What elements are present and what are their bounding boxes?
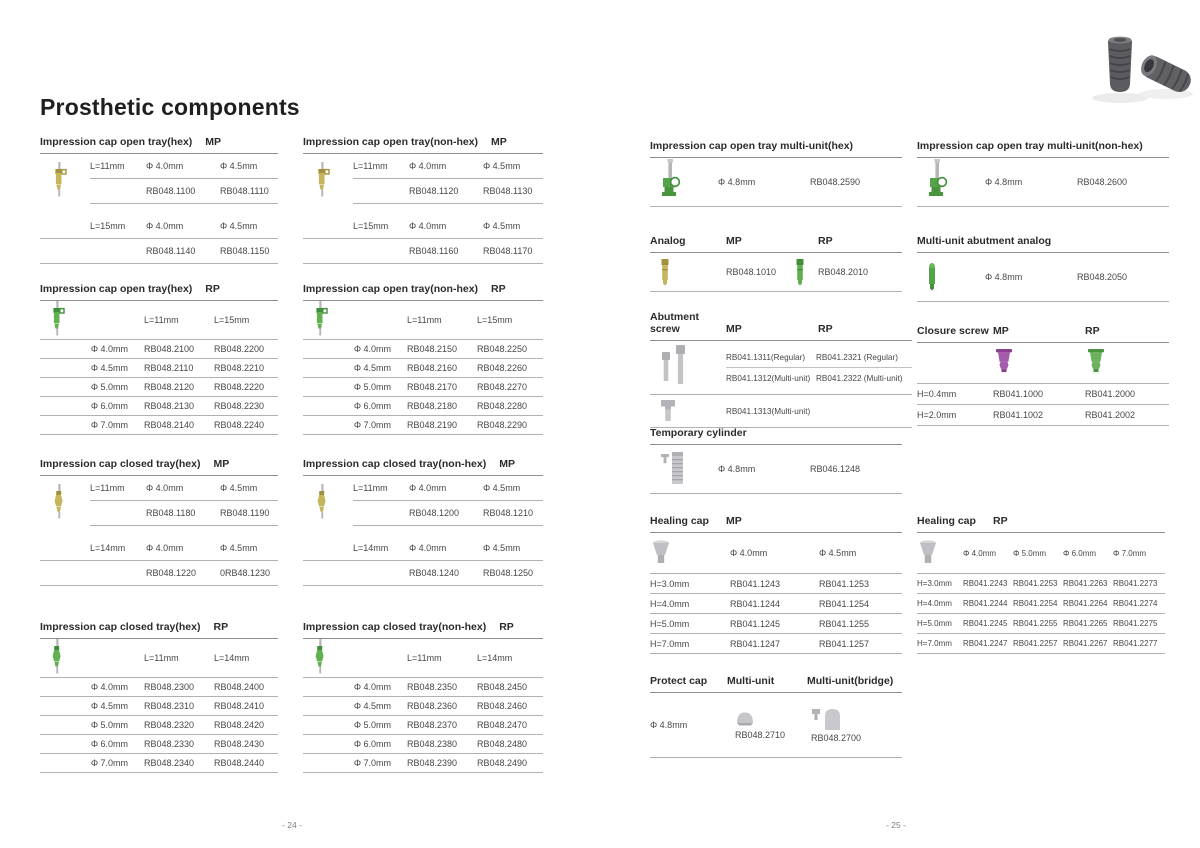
impression-cap-closed-tray-nonhex-mp bbox=[303, 455, 543, 586]
divider bbox=[40, 263, 278, 264]
part-number: RB041.1243 bbox=[730, 578, 781, 589]
spec-label: Φ 4.5mm bbox=[353, 363, 391, 373]
impression-cap-open-tray-hex-mp bbox=[40, 133, 278, 264]
part-number: RB041.2321 (Regular) bbox=[816, 352, 898, 362]
part-number: RB041.2274 bbox=[1113, 599, 1158, 608]
part-number: RB048.1170 bbox=[483, 246, 533, 256]
spec-label: Φ 4.0mm bbox=[409, 483, 447, 493]
abutment-screws-gray-icon bbox=[660, 345, 689, 390]
spec-label: L=14mm bbox=[353, 543, 389, 553]
divider bbox=[303, 434, 543, 435]
column-header: Multi-unit(bridge) bbox=[807, 675, 894, 687]
spec-label: Φ 4.5mm bbox=[220, 543, 258, 553]
section-title: Impression cap open tray(hex) bbox=[40, 283, 193, 295]
part-number: RB048.2440 bbox=[214, 758, 265, 768]
section-title: Impression cap closed tray(non-hex) bbox=[303, 621, 487, 633]
column-header: L=11mm bbox=[144, 315, 179, 325]
spec-label: Φ 6.0mm bbox=[90, 739, 128, 749]
part-number: RB048.2410 bbox=[214, 701, 265, 711]
part-number: RB041.1311(Regular) bbox=[726, 352, 806, 362]
spec-label: Φ 4.5mm bbox=[483, 543, 521, 553]
analog bbox=[650, 232, 902, 292]
part-number: RB048.2310 bbox=[144, 701, 195, 711]
healing-cap-rp bbox=[917, 512, 1165, 654]
section-title: Impression cap open tray(non-hex) bbox=[303, 283, 479, 295]
part-number: RB048.2050 bbox=[1077, 272, 1128, 282]
part-number: RB041.1312(Multi-unit) bbox=[726, 373, 811, 383]
section-title: Healing cap bbox=[917, 515, 976, 527]
impression-cap-closed-tray-hex-mp bbox=[40, 455, 278, 586]
analog-gold-icon bbox=[660, 259, 670, 286]
spec-label: H=2.0mm bbox=[917, 410, 957, 420]
part-number: RB048.2480 bbox=[477, 739, 528, 749]
page-number-right: - 25 - bbox=[886, 820, 906, 830]
page-title: Prosthetic components bbox=[40, 94, 300, 120]
spec-label: H=4.0mm bbox=[917, 599, 952, 608]
spec-label: H=3.0mm bbox=[650, 578, 690, 589]
spec-label: Φ 7.0mm bbox=[90, 758, 128, 768]
impression-cap-open-tray-nonhex-rp bbox=[303, 280, 543, 435]
spec-label: Φ 4.8mm bbox=[650, 720, 688, 730]
spec-label: L=15mm bbox=[353, 221, 389, 231]
part-number: RB048.2330 bbox=[144, 739, 195, 749]
column-header: RP bbox=[818, 235, 833, 247]
spec-label: Φ 4.0mm bbox=[90, 344, 128, 354]
divider bbox=[303, 585, 543, 586]
part-number: RB041.2254 bbox=[1013, 599, 1058, 608]
part-number: RB048.2100 bbox=[144, 344, 195, 354]
part-number: RB046.1248 bbox=[810, 464, 861, 474]
section-tag: MP bbox=[213, 458, 230, 470]
part-number: RB048.1250 bbox=[483, 568, 534, 578]
implant-screws-photo bbox=[1080, 28, 1198, 115]
section-title: Abutment screw bbox=[650, 310, 699, 335]
part-number: RB041.1255 bbox=[819, 618, 870, 629]
spec-label: Φ 4.8mm bbox=[985, 272, 1023, 282]
protect-cap-bridge-gray-icon bbox=[811, 708, 842, 730]
part-number: RB041.1253 bbox=[819, 578, 870, 589]
part-number: RB048.2130 bbox=[144, 401, 195, 411]
column-header: RP bbox=[993, 515, 1008, 527]
section-tag: RP bbox=[213, 621, 229, 633]
impression-cap-open-tray-multi-unit-hex bbox=[650, 137, 902, 207]
part-number: RB048.2260 bbox=[477, 363, 528, 373]
spec-label: Φ 4.0mm bbox=[146, 221, 184, 231]
divider bbox=[40, 585, 278, 586]
spec-label: Φ 4.0mm bbox=[353, 344, 391, 354]
part-number: RB048.1010 bbox=[726, 267, 777, 277]
impression-cap-open-tray-multi-unit-nonhex bbox=[917, 137, 1169, 207]
part-number: RB048.2160 bbox=[407, 363, 458, 373]
protect-cap-gray-icon bbox=[735, 711, 755, 727]
part-number: RB048.2210 bbox=[214, 363, 265, 373]
column-header: L=14mm bbox=[477, 653, 513, 663]
column-header: L=15mm bbox=[477, 315, 513, 325]
part-number: RB048.2340 bbox=[144, 758, 195, 768]
section-title: Closure screw bbox=[917, 325, 989, 337]
section-title: Impression cap closed tray(hex) bbox=[40, 458, 201, 470]
healing-cap-gray-icon bbox=[652, 540, 670, 566]
part-number: RB041.1245 bbox=[730, 618, 781, 629]
column-header: L=11mm bbox=[144, 653, 179, 663]
section-tag: RP bbox=[205, 283, 220, 295]
section-title: Impression cap closed tray(hex) bbox=[40, 621, 201, 633]
divider bbox=[40, 434, 278, 435]
part-number: RB048.2380 bbox=[407, 739, 458, 749]
spec-label: H=7.0mm bbox=[650, 638, 690, 649]
section-title: Impression cap open tray multi-unit(hex) bbox=[650, 140, 854, 152]
part-number: RB048.2280 bbox=[477, 401, 528, 411]
spec-label: Φ 4.5mm bbox=[483, 161, 521, 171]
part-number: RB048.1100 bbox=[146, 186, 196, 196]
multiunit-screw-gray-icon bbox=[660, 400, 676, 422]
spec-label: Φ 7.0mm bbox=[353, 420, 391, 430]
spec-label: H=7.0mm bbox=[917, 639, 952, 648]
spec-label: Φ 5.0mm bbox=[353, 382, 391, 392]
part-number: RB048.2180 bbox=[407, 401, 458, 411]
part-number: RB041.2243 bbox=[963, 579, 1008, 588]
part-number: RB041.2322 (Multi-unit) bbox=[816, 373, 903, 383]
part-number: 0RB48.1230 bbox=[220, 568, 271, 578]
part-number: RB048.1160 bbox=[409, 246, 459, 256]
spec-label: Φ 5.0mm bbox=[90, 382, 128, 392]
divider bbox=[650, 653, 902, 654]
open-tray-gold-icon bbox=[52, 162, 67, 200]
column-header: Φ 4.5mm bbox=[819, 548, 857, 558]
spec-label: H=3.0mm bbox=[917, 579, 952, 588]
column-header: Φ 4.0mm bbox=[730, 548, 768, 558]
abutment-screw bbox=[650, 308, 912, 428]
spec-label: L=11mm bbox=[353, 161, 388, 171]
divider bbox=[40, 772, 278, 773]
multiunit-cap-green-icon bbox=[660, 159, 681, 206]
spec-label: H=5.0mm bbox=[917, 619, 952, 628]
part-number: RB041.1254 bbox=[819, 598, 870, 609]
part-number: RB048.2150 bbox=[407, 344, 458, 354]
column-header: L=15mm bbox=[214, 315, 250, 325]
part-number: RB048.1190 bbox=[220, 508, 270, 518]
part-number: RB048.2600 bbox=[1077, 177, 1128, 187]
part-number: RB048.2430 bbox=[214, 739, 265, 749]
spec-label: Φ 4.5mm bbox=[353, 701, 391, 711]
section-tag: MP bbox=[499, 458, 515, 470]
part-number: RB048.2240 bbox=[214, 420, 265, 430]
protect-cap bbox=[650, 672, 902, 758]
part-number: RB048.2490 bbox=[477, 758, 528, 768]
part-number: RB048.1200 bbox=[409, 508, 460, 518]
section-title: Temporary cylinder bbox=[650, 427, 747, 439]
spec-label: Φ 4.0mm bbox=[409, 543, 447, 553]
closed-tray-green-icon bbox=[50, 639, 65, 677]
column-header: RP bbox=[1085, 325, 1100, 337]
part-number: RB048.2290 bbox=[477, 420, 528, 430]
part-number: RB048.2170 bbox=[407, 382, 458, 392]
part-number: RB041.2275 bbox=[1113, 619, 1158, 628]
healing-cap-gray-icon bbox=[919, 540, 937, 566]
part-number: RB041.2244 bbox=[963, 599, 1008, 608]
part-number: RB048.2010 bbox=[818, 267, 869, 277]
part-number: RB048.2110 bbox=[144, 363, 194, 373]
divider bbox=[917, 301, 1169, 302]
divider bbox=[917, 653, 1165, 654]
part-number: RB048.1150 bbox=[220, 246, 270, 256]
part-number: RB041.1257 bbox=[819, 638, 870, 649]
open-tray-green-icon bbox=[50, 301, 65, 339]
healing-cap-mp bbox=[650, 512, 902, 654]
closed-tray-gold-icon bbox=[52, 484, 67, 522]
part-number: RB041.1313(Multi-unit) bbox=[726, 406, 811, 416]
part-number: RB048.2460 bbox=[477, 701, 528, 711]
section-title: Impression cap open tray multi-unit(non-hex) bbox=[917, 140, 1143, 152]
column-header: L=11mm bbox=[407, 653, 442, 663]
section-tag: MP bbox=[491, 136, 507, 148]
section-title: Multi-unit abutment analog bbox=[917, 235, 1052, 247]
part-number: RB041.2273 bbox=[1113, 579, 1158, 588]
column-header: Φ 4.0mm bbox=[963, 548, 997, 558]
part-number: RB041.2265 bbox=[1063, 619, 1108, 628]
impression-cap-open-tray-nonhex-mp bbox=[303, 133, 543, 264]
spec-label: Φ 4.0mm bbox=[146, 543, 184, 553]
part-number: RB048.2320 bbox=[144, 720, 195, 730]
part-number: RB048.2200 bbox=[214, 344, 265, 354]
divider bbox=[650, 291, 902, 292]
closed-tray-gold-icon bbox=[315, 484, 330, 522]
divider bbox=[917, 206, 1169, 207]
part-number: RB048.1110 bbox=[220, 186, 269, 196]
spec-label: Φ 4.5mm bbox=[90, 701, 128, 711]
open-tray-green-icon bbox=[313, 301, 328, 339]
column-header: Multi-unit bbox=[727, 675, 775, 687]
column-header: MP bbox=[726, 323, 742, 335]
closed-tray-green-icon bbox=[313, 639, 328, 677]
spec-label: Φ 4.0mm bbox=[409, 161, 447, 171]
section-title: Impression cap open tray(hex) bbox=[40, 136, 193, 148]
part-number: RB048.2120 bbox=[144, 382, 195, 392]
spec-label: L=15mm bbox=[90, 221, 126, 231]
section-title: Analog bbox=[650, 235, 686, 247]
part-number: RB041.1244 bbox=[730, 598, 781, 609]
part-number: RB041.2267 bbox=[1063, 639, 1108, 648]
spec-label: Φ 4.8mm bbox=[718, 177, 756, 187]
spec-label: Φ 4.0mm bbox=[146, 161, 184, 171]
column-header: MP bbox=[726, 515, 742, 527]
part-number: RB041.2000 bbox=[1085, 389, 1136, 399]
impression-cap-open-tray-hex-rp bbox=[40, 280, 278, 435]
spec-label: Φ 6.0mm bbox=[353, 739, 391, 749]
open-tray-gold-icon bbox=[315, 162, 330, 200]
spec-label: Φ 4.0mm bbox=[146, 483, 184, 493]
spec-label: Φ 4.5mm bbox=[90, 363, 128, 373]
spec-label: Φ 5.0mm bbox=[90, 720, 128, 730]
section-title: Impression cap closed tray(non-hex) bbox=[303, 458, 487, 470]
divider bbox=[650, 493, 902, 494]
impression-cap-closed-tray-nonhex-rp bbox=[303, 618, 543, 773]
impression-cap-closed-tray-hex-rp bbox=[40, 618, 278, 773]
spec-label: Φ 6.0mm bbox=[90, 401, 128, 411]
part-number: RB041.1000 bbox=[993, 389, 1044, 399]
section-title: Impression cap open tray(non-hex) bbox=[303, 136, 479, 148]
part-number: RB048.1210 bbox=[483, 508, 534, 518]
spec-label: Φ 4.5mm bbox=[220, 483, 258, 493]
part-number: RB048.2420 bbox=[214, 720, 265, 730]
spec-label: Φ 6.0mm bbox=[353, 401, 391, 411]
column-header: L=11mm bbox=[407, 315, 442, 325]
spec-label: Φ 4.8mm bbox=[718, 464, 756, 474]
column-header: RP bbox=[818, 323, 833, 335]
divider bbox=[303, 263, 543, 264]
multiunit-cap-green-icon bbox=[927, 159, 948, 206]
temporary-cylinder bbox=[650, 424, 902, 494]
spec-label: Φ 7.0mm bbox=[353, 758, 391, 768]
temporary-cylinder-gray-icon bbox=[660, 452, 686, 487]
spec-label: H=4.0mm bbox=[650, 598, 690, 609]
spec-label: Φ 4.5mm bbox=[483, 221, 521, 231]
part-number: RB048.2270 bbox=[477, 382, 528, 392]
part-number: RB041.1247 bbox=[730, 638, 781, 649]
spec-label: L=11mm bbox=[353, 483, 388, 493]
divider bbox=[650, 206, 902, 207]
spec-label: H=0.4mm bbox=[917, 389, 957, 399]
section-title: Healing cap bbox=[650, 515, 709, 527]
part-number: RB041.2247 bbox=[963, 639, 1008, 648]
spec-label: Φ 4.0mm bbox=[353, 682, 391, 692]
spec-label: Φ 7.0mm bbox=[90, 420, 128, 430]
spec-label: H=5.0mm bbox=[650, 618, 690, 629]
closure-green-icon bbox=[1087, 349, 1105, 377]
part-number: RB048.2370 bbox=[407, 720, 458, 730]
column-header: MP bbox=[993, 325, 1009, 337]
spec-label: Φ 4.5mm bbox=[220, 221, 258, 231]
spec-label: Φ 4.8mm bbox=[985, 177, 1023, 187]
spec-label: L=11mm bbox=[90, 161, 125, 171]
part-number: RB048.1140 bbox=[146, 246, 196, 256]
column-header: L=14mm bbox=[214, 653, 250, 663]
part-number: RB041.2277 bbox=[1113, 639, 1158, 648]
part-number: RB041.2264 bbox=[1063, 599, 1108, 608]
part-number: RB048.2360 bbox=[407, 701, 458, 711]
part-number: RB048.2250 bbox=[477, 344, 528, 354]
multiunit-analog-green-icon bbox=[927, 262, 937, 292]
part-number: RB048.2590 bbox=[810, 177, 861, 187]
part-number: RB048.1120 bbox=[409, 186, 459, 196]
closure-purple-icon bbox=[995, 349, 1013, 377]
section-tag: RP bbox=[491, 283, 506, 295]
section-title: Protect cap bbox=[650, 675, 708, 687]
part-number: RB048.2700 bbox=[811, 732, 862, 743]
spec-label: L=11mm bbox=[90, 483, 125, 493]
part-number: RB048.1240 bbox=[409, 568, 460, 578]
part-number: RB048.2710 bbox=[735, 729, 786, 740]
column-header: Φ 5.0mm bbox=[1013, 548, 1047, 558]
divider bbox=[303, 772, 543, 773]
part-number: RB048.1180 bbox=[146, 508, 196, 518]
section-tag: MP bbox=[205, 136, 222, 148]
spec-label: L=14mm bbox=[90, 543, 126, 553]
part-number: RB048.2140 bbox=[144, 420, 195, 430]
closure-screw bbox=[917, 322, 1169, 426]
spec-label: Φ 4.0mm bbox=[409, 221, 447, 231]
page-number-left: - 24 - bbox=[282, 820, 302, 830]
section-tag: RP bbox=[499, 621, 514, 633]
analog-green-icon bbox=[795, 259, 805, 286]
part-number: RB048.2230 bbox=[214, 401, 265, 411]
part-number: RB041.2245 bbox=[963, 619, 1008, 628]
spec-label: Φ 4.5mm bbox=[220, 161, 258, 171]
part-number: RB048.2400 bbox=[214, 682, 265, 692]
part-number: RB048.1220 bbox=[146, 568, 197, 578]
column-header: Φ 6.0mm bbox=[1063, 548, 1097, 558]
part-number: RB048.2220 bbox=[214, 382, 265, 392]
part-number: RB041.2253 bbox=[1013, 579, 1058, 588]
part-number: RB041.2257 bbox=[1013, 639, 1058, 648]
part-number: RB048.2470 bbox=[477, 720, 528, 730]
part-number: RB048.2300 bbox=[144, 682, 195, 692]
divider bbox=[917, 425, 1169, 426]
part-number: RB041.1002 bbox=[993, 410, 1044, 420]
spec-label: Φ 4.0mm bbox=[90, 682, 128, 692]
part-number: RB041.2255 bbox=[1013, 619, 1058, 628]
part-number: RB048.2350 bbox=[407, 682, 458, 692]
part-number: RB041.2263 bbox=[1063, 579, 1108, 588]
divider bbox=[650, 757, 902, 758]
part-number: RB048.1130 bbox=[483, 186, 533, 196]
part-number: RB048.2450 bbox=[477, 682, 528, 692]
spec-label: Φ 5.0mm bbox=[353, 720, 391, 730]
column-header: MP bbox=[726, 235, 742, 247]
column-header: Φ 7.0mm bbox=[1113, 548, 1147, 558]
part-number: RB048.2390 bbox=[407, 758, 458, 768]
spec-label: Φ 4.5mm bbox=[483, 483, 521, 493]
part-number: RB041.2002 bbox=[1085, 410, 1136, 420]
multi-unit-abutment-analog bbox=[917, 232, 1169, 302]
part-number: RB048.2190 bbox=[407, 420, 458, 430]
